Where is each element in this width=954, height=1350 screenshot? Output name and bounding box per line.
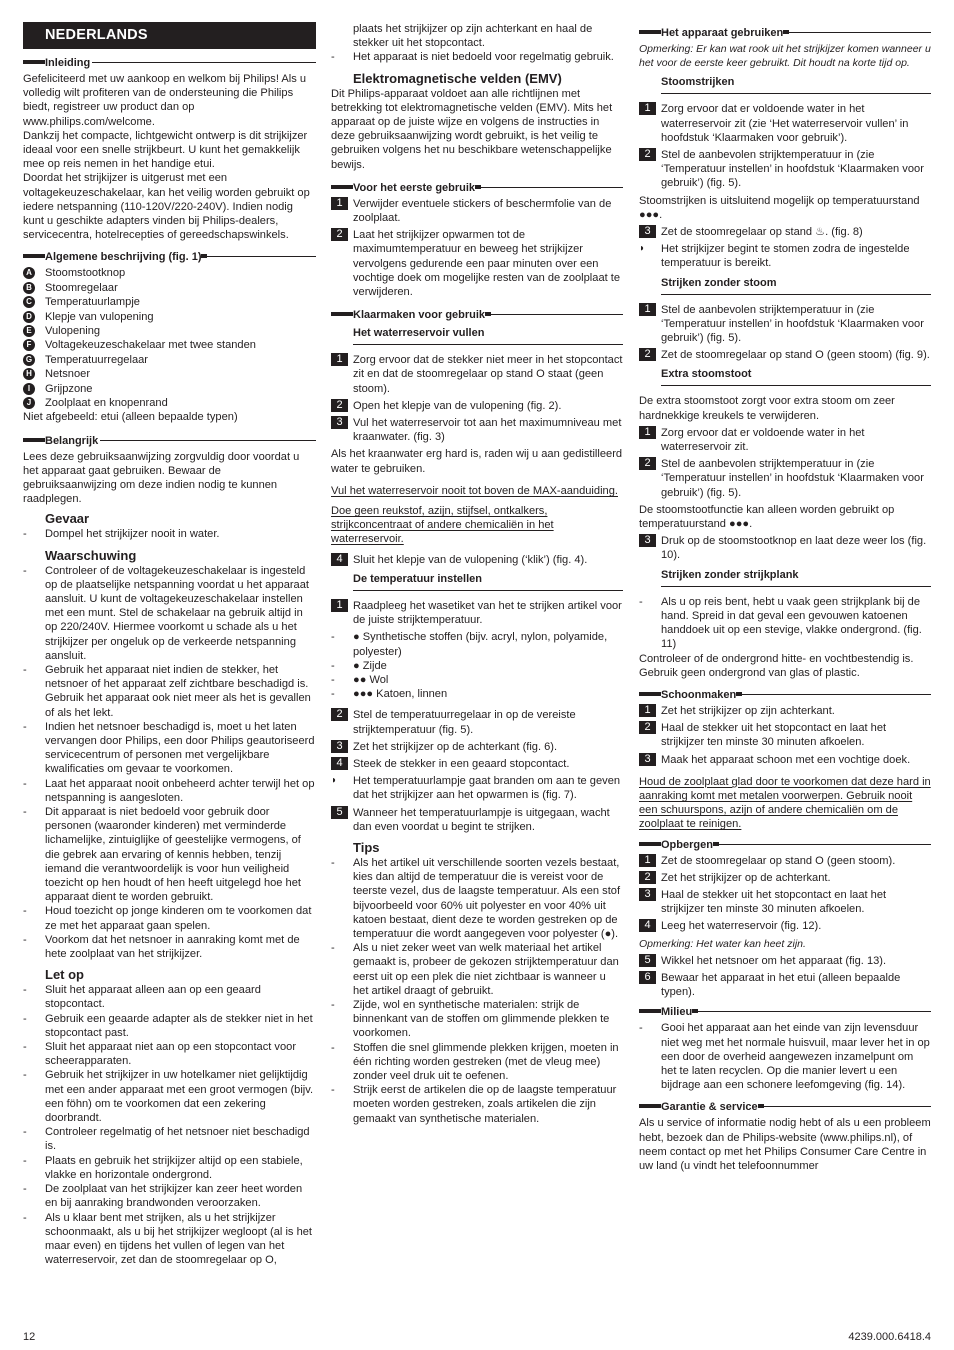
letop-item: - Controleer regelmatig of het netsnoer niet beschadigd is. [23,1125,316,1153]
step: 1 Zet het strijkijzer op zijn achterkant. [639,704,931,718]
letop-item-continued: plaats het strijkijzer op zijn achterkant en haal de stekker uit het stopcontact. [353,23,593,50]
belangrijk-intro: Lees deze gebruiksaanwijzing zorgvuldig door voordat u het apparaat gaat gebruiken. Bewaar de gebruiksaanwijzing om deze indien nodig te kunnen raadplegen. [23,450,300,506]
step-number: 3 [639,534,656,547]
parts-list-item: F Voltagekeuzeschakelaar met twee standen [23,338,316,352]
page-number: 12 [23,1331,36,1343]
waarschuwing-heading: Waarschuwing [45,547,137,563]
letop-item: - Plaats en gebruik het strijkijzer altijd op een stabiele, vlakke en horizontale ondergrond. [23,1154,316,1182]
step: 3 Vul het waterreservoir tot aan het maximumniveau met kraanwater. (fig. 3) [331,416,623,444]
warning-text: Houd de zoolplaat glad door te voorkomen dat deze hard in aanraking komt met metalen voorwerpen. Gebruik nooit een schuurspons, azijn of andere chemicaliën om de zoolplaat te reinigen. [639,775,931,831]
step-number: 4 [331,553,348,566]
step-number: 2 [331,708,348,721]
temp-option: - ● Zijde [331,659,623,673]
step-number: 2 [331,228,348,241]
section-heading-eerste-gebruik: Voor het eerste gebruik [331,181,623,194]
step: 3 Zet de stoomregelaar op stand ♨. (fig. 8) [639,225,931,239]
step-number: 5 [639,954,656,967]
subheading-stoomstrijken: Stoomstrijken [661,75,931,94]
waarschuwing-item: - Indien het netsnoer beschadigd is, moet u het laten vervangen door Philips, een door Philips geautoriseerd servicecentrum of personen met vergelijkbare kwalificaties om gevaar te voorkomen. [23,720,316,777]
warning-text: Vul het waterreservoir nooit tot boven de MAX-aanduiding. [331,484,618,497]
plank-note: Controleer of de ondergrond hitte- en vochtbestendig is. Gebruik geen ondergrond van glas of plastic. [639,652,914,679]
step-number: 2 [639,148,656,161]
letter-badge: E [23,325,35,337]
step: 2 Open het klepje van de vulopening (fig. 2). [331,399,623,413]
letop-item: - Het apparaat is niet bedoeld voor regelmatig gebruik. [331,50,623,64]
step-number: 3 [639,888,656,901]
step-number: 3 [639,753,656,766]
step-result: ◗ Het temperatuurlampje gaat branden om aan te geven dat het strijkijzer aan het opwarmen is (fig. 7). [331,774,623,802]
letop-item: - Gebruik het strijkijzer in uw hotelkamer niet gelijktijdig met een ander apparaat met een groot vermogen (bijv. een föhn) om te voorkomen dat een zekering doorbrandt. [23,1068,316,1125]
step-number: 2 [639,871,656,884]
step: 2 Stel de aanbevolen strijktemperatuur in (zie ‘Temperatuur instellen’ in hoofdstuk ‘Klaarmaken voor gebruik’) (fig. 5). [639,148,931,191]
document-code: 4239.000.6418.4 [848,1331,931,1343]
section-heading-inleiding: Inleiding [23,56,316,69]
step-number: 1 [331,353,348,366]
step: 2 Laat het strijkijzer opwarmen tot de maximumtemperatuur en beweeg het strijkijzer vervolgens gedurende een paar minuten over een vochtige doek om mogelijke resten van de zoolplaat te verwijderen. [331,228,623,299]
column-1 [23,22,316,1267]
waarschuwing-item: - Dit apparaat is niet bedoeld voor gebruik door personen (waaronder kinderen) met verminderde lichamelijke, zintuiglijke of geestelijke vermogens, of die gebrek aan ervaring of kennis hebben, tenzij iemand die verantwoordelijk is voor hun veiligheid toezicht op hen houdt of hen heeft uitgelegd hoe het apparaat dient te worden gebruikt. [23,805,316,904]
step: 3 Druk op de stoomstootknop en laat deze weer los (fig. 10). [639,534,931,562]
section-heading-gebruiken: Het apparaat gebruiken [639,26,931,39]
letop-item: - Sluit het apparaat niet aan op een stopcontact voor scheerapparaten. [23,1040,316,1068]
step-number: 1 [331,197,348,210]
step: 1 Zorg ervoor dat de stekker niet meer in het stopcontact zit en dat de stoomregelaar op stand O staat (geen stoom). [331,353,623,396]
step-result: ◗ Het strijkijzer begint te stomen zodra de ingestelde temperatuur is bereikt. [639,242,931,270]
tip-item: - Zijde, wol en synthetische materialen: strijk de binnenkant van de stoffen om glimmende plekken te voorkomen. [331,998,623,1041]
step-number: 5 [331,806,348,819]
parts-list [23,266,316,410]
step-number: 2 [639,348,656,361]
parts-list-item: H Netsnoer [23,367,316,381]
step-number: 4 [639,919,656,932]
intro-paragraph: Doordat het strijkijzer is uitgerust met een voltagekeuzeschakelaar, kan het veilig worden gebruikt op iedere netspanning (110-120V/220-240V). Indien nodig kunt u geschikte adapters vinden bij Philips-dealers, servicecentra, hotelrecepties of gereedschapswinkels. [23,172,310,242]
step: 5 Wanneer het temperatuurlampje is uitgegaan, wacht dan even voordat u begint te strijken. [331,806,623,834]
parts-list-item: E Vulopening [23,324,316,338]
letter-badge: G [23,354,35,366]
letter-badge: F [23,339,35,351]
tip-item: - Stoffen die snel glimmende plekken krijgen, moeten in één richting worden gestreken (met de vleug mee) zonder veel druk uit te oefenen. [331,1041,623,1084]
subheading-extra-stoomstoot: Extra stoomstoot [661,367,931,386]
step: 2 Stel de aanbevolen strijktemperatuur in (zie ‘Temperatuur instellen’ in hoofdstuk ‘Klaarmaken voor gebruik’) (fig. 5). [639,457,931,500]
parts-list-item: J Zoolplaat en knopenrand [23,396,316,410]
subheading-temperatuur: De temperatuur instellen [353,572,623,591]
step: 2 Haal de stekker uit het stopcontact en laat het strijkijzer ten minste 30 minuten afkoelen. [639,721,931,749]
letop-heading: Let op [45,967,84,983]
extra-intro: De extra stoomstoot zorgt voor extra stoom om zeer hardnekkige kreukels te verwijderen. [639,395,895,422]
step-number: 4 [331,757,348,770]
usage-note: Opmerking: Er kan wat rook uit het strijkijzer komen wanneer u het voor de eerste keer gebruikt. Dit houdt na korte tijd op. [639,43,931,70]
warning-text: Doe geen reukstof, azijn, stijfsel, ontkalkers, strijkconcentraat of andere chemicaliën in het waterreservoir. [331,505,554,546]
letter-badge: B [23,282,35,294]
parts-list-item: A Stoomstootknop [23,266,316,280]
subheading-zonder-strijkplank: Strijken zonder strijkplank [661,568,931,587]
step-number: 2 [639,457,656,470]
waarschuwing-item: - Voorkom dat het netsnoer in aanraking komt met de hete zoolplaat van het strijkijzer. [23,933,316,961]
parts-list-item: G Temperatuurregelaar [23,353,316,367]
step-number: 1 [639,102,656,115]
waarschuwing-item: - Houd toezicht op jonge kinderen om te voorkomen dat ze met het apparaat gaan spelen. [23,904,316,932]
step: 1 Zet de stoomregelaar op stand O (geen stoom). [639,854,931,868]
column-3 [639,22,931,1173]
step: 1 Zorg ervoor dat er voldoende water in het waterreservoir zit. [639,426,931,454]
step-number: 1 [639,303,656,316]
tips-heading: Tips [353,839,380,855]
parts-list-item: D Klepje van vulopening [23,310,316,324]
step-number: 3 [639,225,656,238]
parts-list-item: B Stoomregelaar [23,281,316,295]
language-banner: NEDERLANDS [23,22,316,49]
step: 1 Verwijder eventuele stickers of beschermfolie van de zoolplaat. [331,197,623,225]
step: 4 Sluit het klepje van de vulopening (‘klik’) (fig. 4). [331,553,623,567]
milieu-item: - Gooi het apparaat aan het einde van zijn levensduur niet weg met het normale huisvuil, maar lever het in op een door de overheid aangewezen inzamelpunt om het te laten recyclen. Op die manier levert u een bijdrage aan een schonere leefomgeving (fig. 14). [639,1021,931,1092]
letter-badge: H [23,368,35,380]
subheading-zonder-stoom: Strijken zonder stoom [661,276,931,295]
vullen-note: Als het kraanwater erg hard is, raden wij u aan gedistilleerd water te gebruiken. [331,448,623,475]
step-number: 3 [331,416,348,429]
parts-list-item: C Temperatuurlampje [23,295,316,309]
letter-badge: D [23,311,35,323]
parts-list-item: I Grijpzone [23,382,316,396]
step: 6 Bewaar het apparaat in het etui (alleen bepaalde typen). [639,971,931,999]
step: 2 Zet het strijkijzer op de achterkant. [639,871,931,885]
section-heading-opbergen: Opbergen [639,838,931,851]
emv-heading: Elektromagnetische velden (EMV) [353,70,562,86]
step: 2 Zet de stoomregelaar op stand O (geen stoom) (fig. 9). [639,348,931,362]
letop-item: - Als u klaar bent met strijken, als u het strijkijzer schoonmaakt, als u bij het strijkijzer wegloopt (al is het maar even) en tijdens het vullen of legen van het waterreservoir, zet dan de stoomregelaar op O, [23,1211,316,1268]
step-number: 1 [639,854,656,867]
letter-badge: A [23,267,35,279]
step: 4 Leeg het waterreservoir (fig. 12). [639,919,931,933]
section-heading-milieu: Milieu [639,1005,931,1018]
tip-item: - Strijk eerst de artikelen die op de laagste temperatuur moeten worden gestreken, zoals artikelen die zijn gemaakt van synthetische materialen. [331,1083,623,1126]
step: 3 Haal de stekker uit het stopcontact en laat het strijkijzer ten minste 30 minuten afkoelen. [639,888,931,916]
step: 3 Zet het strijkijzer op de achterkant (fig. 6). [331,740,623,754]
garantie-text: Als u service of informatie nodig hebt of als u een probleem hebt, bezoek dan de Philips-website (www.philips.nl), of neem contact op met het Philips Consumer Care Centre in uw land (u vindt het telefoonnummer [639,1117,931,1172]
section-heading-garantie: Garantie & service [639,1100,931,1113]
step: 1 Zorg ervoor dat er voldoende water in het waterreservoir zit (zie ‘Het waterreservoir vullen’ in hoofdstuk ‘Klaarmaken voor gebruik’). [639,102,931,145]
step-number: 1 [331,599,348,612]
section-heading-algemene: Algemene beschrijving (fig. 1) [23,250,316,263]
letter-badge: C [23,296,35,308]
intro-paragraph: Gefeliciteerd met uw aankoop en welkom bij Philips! Als u volledig wilt profiteren van de ondersteuning die Philips biedt, registreer uw product dan op www.philips.com/welcome. [23,73,307,128]
section-heading-schoonmaken: Schoonmaken [639,688,931,701]
gevaar-item: - Dompel het strijkijzer nooit in water. [23,527,316,541]
step-number: 2 [639,721,656,734]
step: 1 Raadpleeg het wasetiket van het te strijken artikel voor de juiste strijktemperatuur. [331,599,623,627]
stoom-note: Stoomstrijken is uitsluitend mogelijk op temperatuurstand ●●●. [639,194,920,221]
letop-item: - Gebruik een geaarde adapter als de stekker niet in het stopcontact past. [23,1012,316,1040]
step-number: 1 [639,704,656,717]
column-2 [331,22,623,1126]
tip-item: - Als het artikel uit verschillende soorten vezels bestaat, kies dan altijd de temperatuur die is vereist voor de teerste vezel, dus de laagste temperatuur. Als een stof bijvoorbeeld voor 60% uit polyester en voor 40% uit katoen bestaat, dient deze te worden gestreken op de temperatuur die wordt aangegeven voor polyester (●). [331,856,623,941]
step-number: 2 [331,399,348,412]
intro-paragraph: Dankzij het compacte, lichtgewicht ontwerp is dit strijkijzer ideaal voor een snelle strijkbeurt. U kunt het gemakkelijk mee op reis nemen in het handige etui. [23,129,308,171]
step-number: 6 [639,971,656,984]
subheading-vullen: Het waterreservoir vullen [353,326,623,345]
opbergen-note: Opmerking: Het water kan heet zijn. [639,937,806,950]
not-shown-note: Niet afgebeeld: etui (alleen bepaalde typen) [23,411,238,424]
step-number: 3 [331,740,348,753]
waarschuwing-item: - Laat het apparaat nooit onbeheerd achter terwijl het op netspanning is aangesloten. [23,777,316,805]
step: 4 Steek de stekker in een geaard stopcontact. [331,757,623,771]
step-number: 1 [639,426,656,439]
temp-option: - ●●● Katoen, linnen [331,687,623,701]
step: 5 Wikkel het netsnoer om het apparaat (fig. 13). [639,954,931,968]
section-heading-klaarmaken: Klaarmaken voor gebruik [331,308,623,321]
step: 1 Stel de aanbevolen strijktemperatuur in (zie ‘Temperatuur instellen’ in hoofdstuk ‘Klaarmaken voor gebruik’) (fig. 5). [639,303,931,346]
letop-item: - De zoolplaat van het strijkijzer kan zeer heet worden en bij aanraking brandwonden veroorzaken. [23,1182,316,1210]
section-heading-belangrijk: Belangrijk [23,434,316,447]
letter-badge: J [23,397,35,409]
temp-option: - ●● Wol [331,673,623,687]
emv-text: Dit Philips-apparaat voldoet aan alle richtlijnen met betrekking tot elektromagnetische velden (EMV). Mits het apparaat op de juiste wijze en volgens de instructies in deze gebruiksaanwijzing wordt gebruikt, is het veilig te gebruiken volgens het nu beschikbare wetenschappelijke bewijs. [331,87,613,171]
step: 2 Stel de temperatuurregelaar in op de vereiste strijktemperatuur (fig. 5). [331,708,623,736]
waarschuwing-item: - Gebruik het apparaat niet indien de stekker, het netsnoer of het apparaat zelf zichtbare beschadigd is. Gebruik het apparaat ook niet meer als het is gevallen of als het lekt. [23,663,316,720]
plank-item: - Als u op reis bent, hebt u vaak geen strijkplank bij de hand. Spreid in dat geval een gevouwen katoenen handdoek uit op een stevige, vlakke ondergrond. (fig. 11) [639,595,931,652]
waarschuwing-item: - Controleer of de voltagekeuzeschakelaar is ingesteld op de plaatselijke netspanning voordat u het apparaat aansluit. U kunt de voltagekeuzeschakelaar instellen met een munt. Stel de schakelaar na gebruik altijd in op 220/240V. Hiermee voorkomt u schade als u het strijkijzer per ongeluk op de verkeerde netspanning aansluit. [23,564,316,663]
letter-badge: I [23,383,35,395]
temp-option: - ● Synthetische stoffen (bijv. acryl, nylon, polyamide, polyester) [331,630,623,658]
gevaar-heading: Gevaar [45,511,90,527]
letop-item: - Sluit het apparaat alleen aan op een geaard stopcontact. [23,983,316,1011]
extra-note: De stoomstootfunctie kan alleen worden gebruikt op temperatuurstand ●●●. [639,503,895,531]
tip-item: - Als u niet zeker weet van welk materiaal het artikel gemaakt is, probeer de gekozen strijktemperatuur dan eerst uit op een plek die niet zichtbaar is wanneer u het artikel draagt of gebruikt. [331,941,623,998]
step: 3 Maak het apparaat schoon met een vochtige doek. [639,753,931,767]
